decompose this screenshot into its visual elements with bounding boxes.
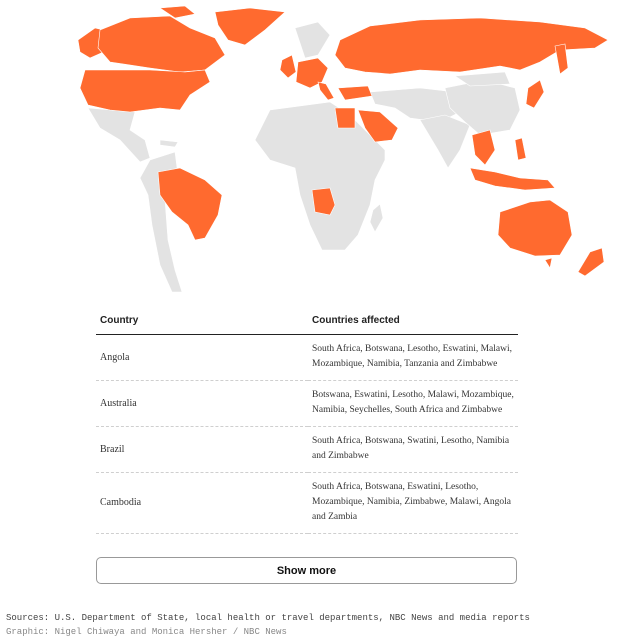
region-indonesia [470, 168, 555, 190]
region-new-zealand [578, 248, 604, 276]
affected-cell: South Africa, Botswana, Swatini, Lesotho, Namibia and Zimbabwe [308, 427, 518, 473]
country-cell: Australia [96, 381, 308, 427]
show-more-button[interactable]: Show more [96, 557, 517, 584]
table-row [96, 427, 518, 473]
region-brazil [158, 168, 222, 240]
country-cell: Brazil [96, 427, 308, 473]
region-tasmania [545, 258, 552, 268]
region-greenland [215, 8, 285, 45]
region-mongolia [455, 72, 510, 86]
region-uk [280, 55, 296, 78]
affected-column-header: Countries affected [308, 306, 518, 335]
graphic-credit: Graphic: Nigel Chiwaya and Monica Hersher / NBC News [6, 627, 287, 637]
region-scandinavia [295, 22, 330, 58]
table-row [96, 335, 518, 381]
region-india [420, 115, 470, 168]
region-mexico [88, 108, 150, 162]
affected-cell: Botswana, Eswatini, Lesotho, Malawi, Mozambique, Namibia, Seychelles, South Africa and Zimbabwe [308, 381, 518, 427]
region-japan [526, 80, 544, 108]
country-column-header: Country [96, 306, 308, 335]
country-cell: Cambodia [96, 473, 308, 534]
table-row [96, 381, 518, 427]
affected-cell: South Africa, Botswana, Eswatini, Lesotho, Mozambique, Namibia, Zimbabwe, Malawi, Angola and Zambia [308, 473, 518, 534]
region-turkey [338, 86, 372, 100]
region-usa [80, 70, 210, 112]
table-header-row [96, 306, 518, 335]
sources-text: Sources: U.S. Department of State, local health or travel departments, NBC News and media reports [6, 613, 530, 623]
world-map [0, 0, 640, 295]
region-egypt [335, 108, 355, 128]
region-madagascar [370, 204, 383, 232]
countries-table [96, 306, 518, 550]
region-canada [98, 16, 225, 72]
country-cell: Angola [96, 335, 308, 381]
region-philippines [515, 138, 526, 160]
region-australia [498, 200, 572, 256]
affected-cell: South Africa, Botswana, Lesotho, Eswatini, Malawi, Mozambique, Namibia, Tanzania and Zimbabwe [308, 335, 518, 381]
region-southeast-asia [472, 130, 495, 165]
region-italy [318, 82, 334, 100]
footer-credits [6, 611, 530, 639]
region-caribbean [160, 140, 178, 147]
table-row [96, 473, 518, 534]
